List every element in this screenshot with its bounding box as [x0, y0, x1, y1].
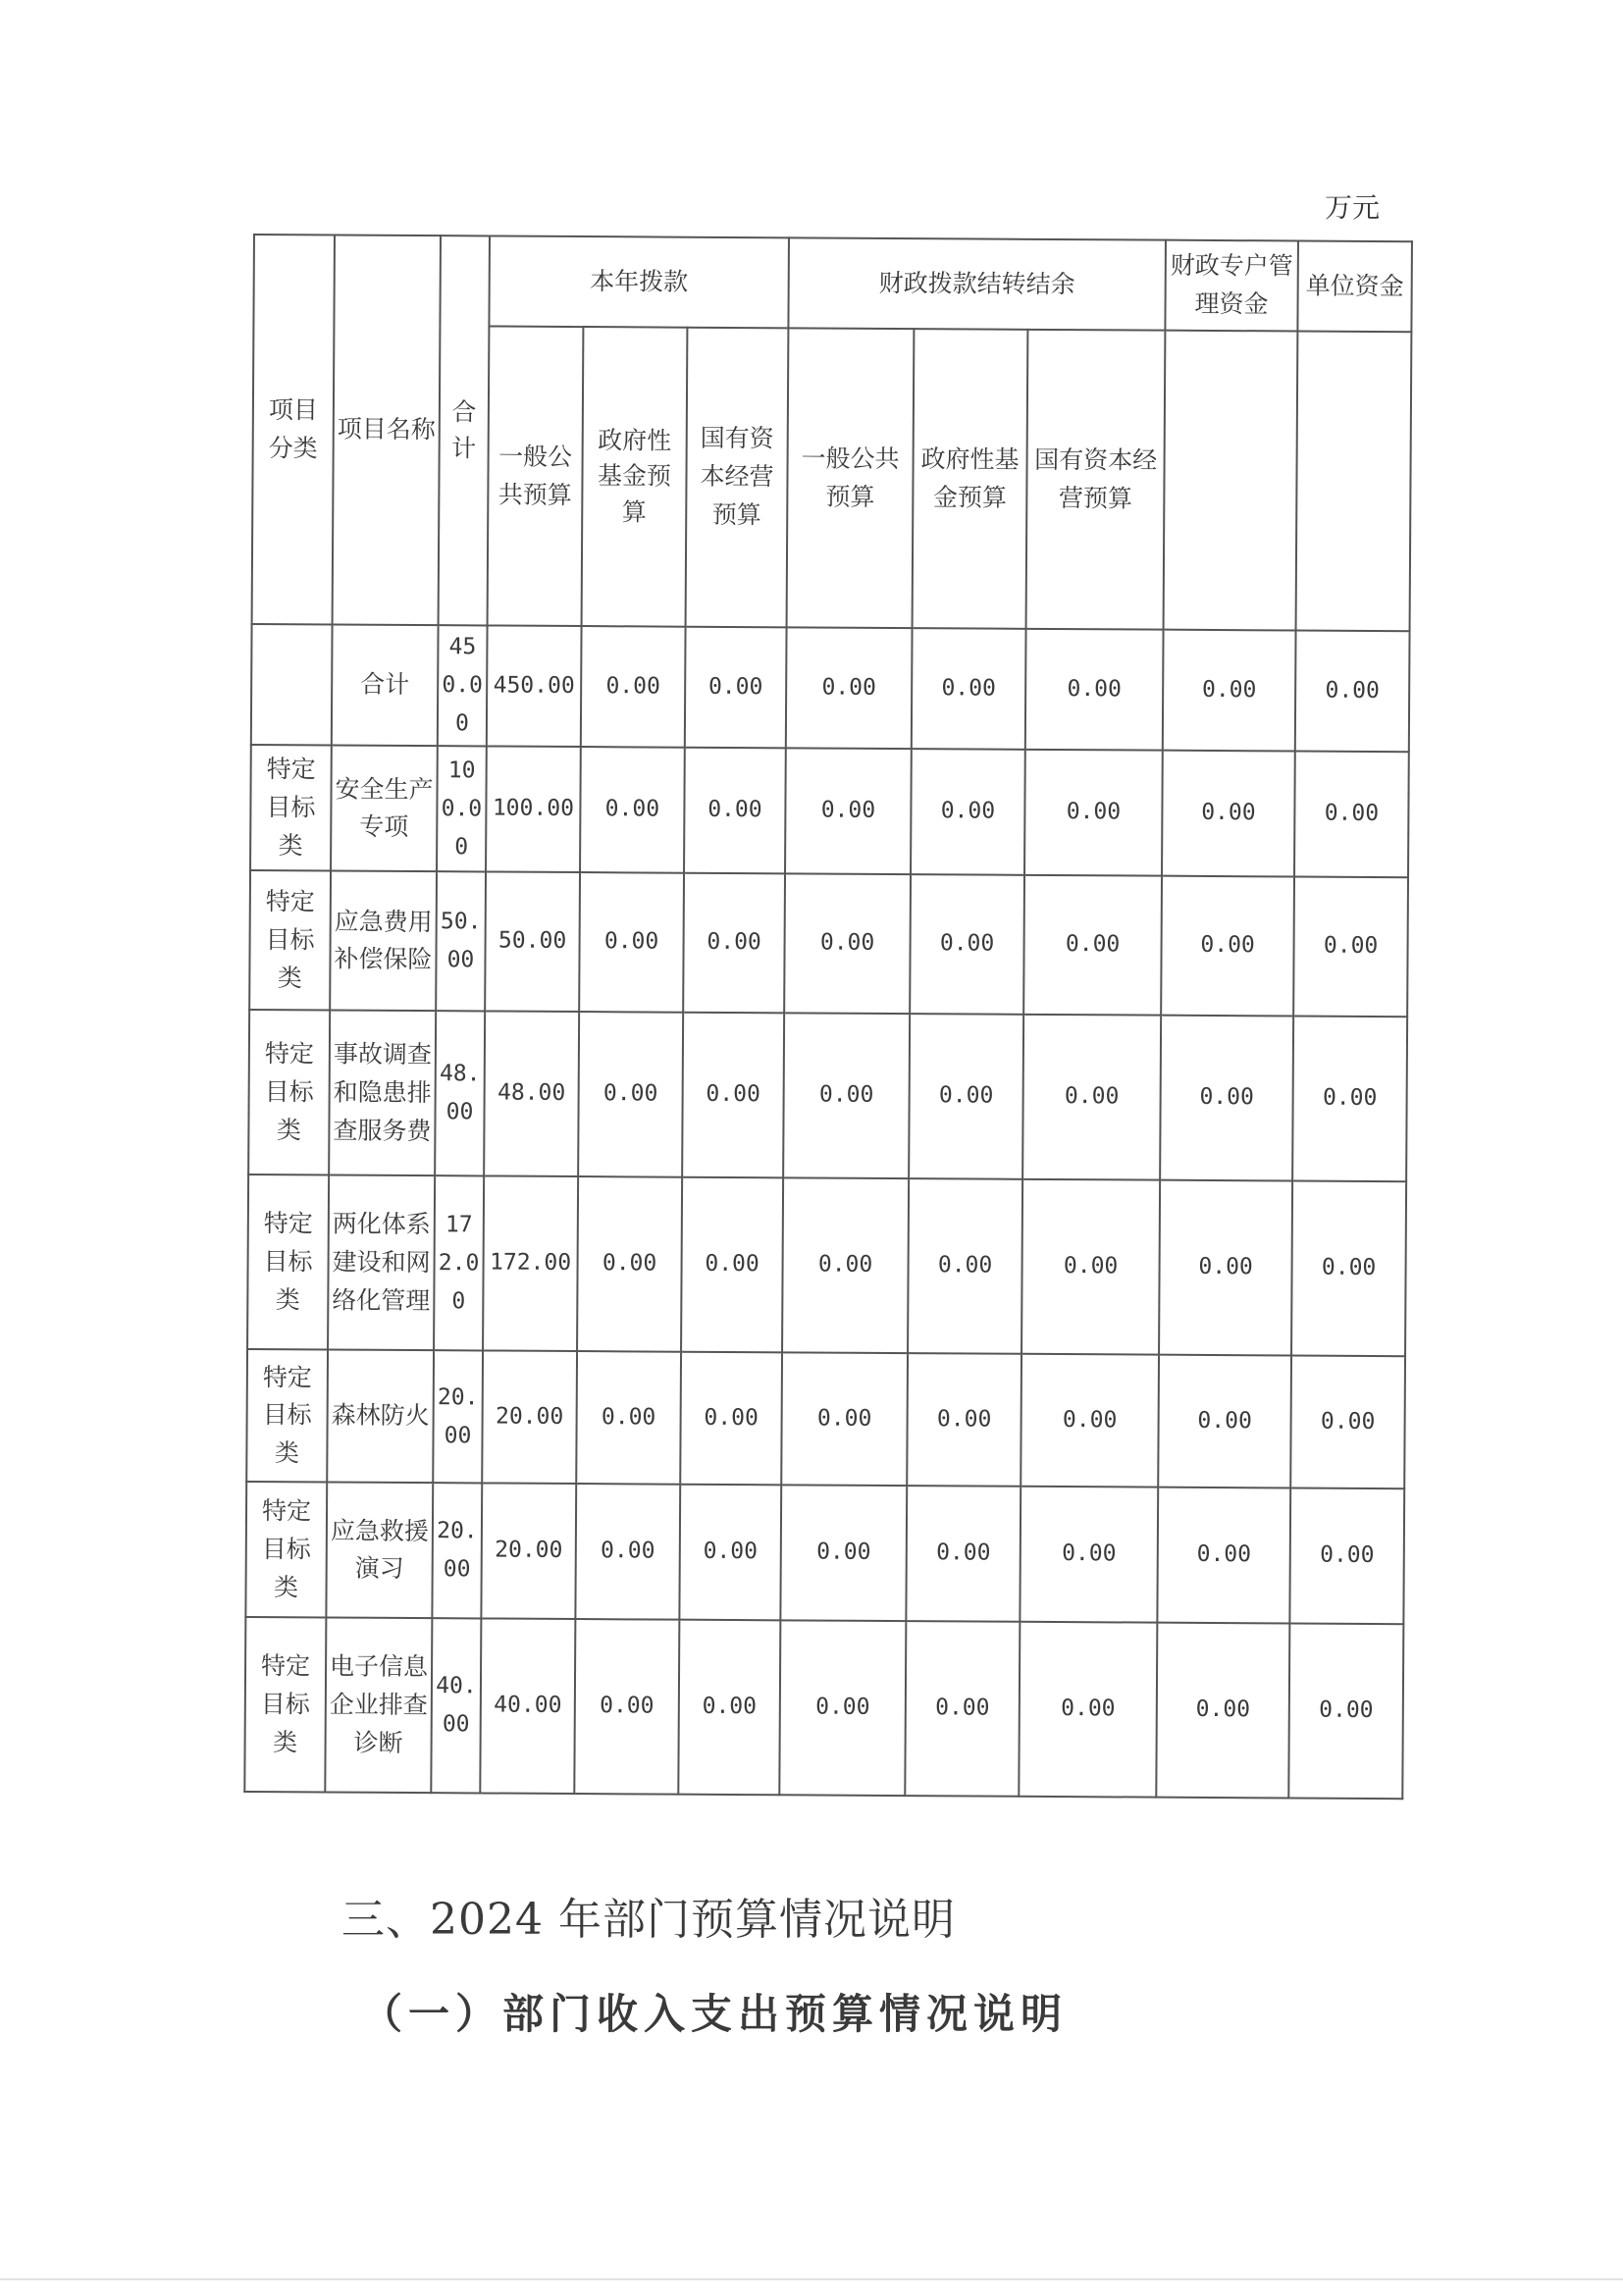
row-name: 应急救援演习	[326, 1483, 433, 1619]
row-value: 0.00	[681, 1177, 783, 1353]
row-total: 172.00	[434, 1175, 484, 1350]
row-value: 0.00	[908, 1178, 1022, 1354]
header-name: 项目名称	[333, 235, 441, 626]
table-row	[246, 1349, 1405, 1488]
header-co-general: 一般公共预算	[787, 328, 915, 628]
row-value: 0.00	[682, 1013, 784, 1178]
row-value: 0.00	[1290, 1356, 1405, 1489]
header-cur-gov-fund: 政府性基金预算	[582, 327, 688, 627]
row-name: 电子信息企业排查诊断	[325, 1618, 432, 1794]
row-total: 20.00	[433, 1350, 483, 1483]
row-value: 0.00	[578, 1012, 683, 1177]
row-value: 0.00	[1293, 877, 1408, 1018]
table-row	[245, 1482, 1404, 1624]
row-value: 0.00	[685, 627, 787, 749]
row-category: 特定目标类	[250, 745, 332, 870]
header-total: 合计	[439, 235, 490, 625]
row-value: 0.00	[575, 1484, 680, 1620]
row-value: 0.00	[1291, 1181, 1406, 1357]
row-value: 0.00	[1156, 1623, 1289, 1799]
row-value: 0.00	[905, 1621, 1020, 1797]
row-value: 50.00	[485, 872, 580, 1013]
row-value: 0.00	[785, 749, 912, 875]
row-total: 40.00	[431, 1618, 481, 1793]
row-value: 0.00	[1163, 630, 1296, 752]
section-heading: 三、2024 年部门预算情况说明	[341, 1895, 956, 1945]
row-value: 0.00	[911, 749, 1025, 875]
row-value: 0.00	[906, 1486, 1021, 1622]
row-name: 事故调查和隐患排查服务费	[329, 1011, 436, 1176]
row-name: 两化体系建设和网络化管理	[328, 1175, 435, 1351]
row-value: 0.00	[1289, 1488, 1404, 1625]
row-name: 应急费用补偿保险	[330, 871, 437, 1012]
row-value: 0.00	[1021, 1179, 1160, 1355]
row-value: 0.00	[678, 1620, 780, 1796]
row-value: 0.00	[786, 627, 913, 749]
header-unit-blank	[1296, 332, 1412, 632]
table-row	[251, 624, 1410, 752]
row-value: 0.00	[1162, 751, 1295, 877]
row-value: 0.00	[909, 1014, 1023, 1179]
header-group-unit: 单位资金	[1297, 241, 1412, 333]
row-name: 安全生产专项	[331, 746, 438, 872]
row-value: 0.00	[684, 748, 786, 874]
header-cur-state-capital: 国有资本经营预算	[686, 328, 789, 628]
row-value: 0.00	[1294, 752, 1409, 878]
row-total: 450.00	[438, 625, 488, 747]
row-value: 100.00	[486, 747, 581, 873]
subsection-heading: （一）部门收入支出预算情况说明	[361, 1990, 1069, 2038]
row-value: 0.00	[910, 874, 1024, 1015]
row-category	[251, 624, 333, 746]
row-value: 0.00	[783, 1014, 910, 1179]
row-value: 450.00	[487, 625, 582, 747]
row-value: 0.00	[912, 628, 1026, 750]
row-value: 0.00	[574, 1619, 679, 1795]
project-budget-table	[243, 234, 1413, 1800]
row-value: 48.00	[484, 1012, 579, 1177]
row-value: 0.00	[1019, 1622, 1157, 1798]
row-value: 0.00	[579, 872, 684, 1013]
row-value: 40.00	[480, 1619, 575, 1795]
row-value: 0.00	[1157, 1487, 1290, 1624]
scan-edge-line	[0, 2278, 1623, 2280]
table-row	[248, 1010, 1407, 1181]
header-co-state-capital: 国有资本经营预算	[1026, 330, 1166, 630]
row-value: 0.00	[1292, 1017, 1407, 1182]
row-value: 0.00	[1020, 1487, 1158, 1623]
header-group-carryover: 财政拨款结转结余	[788, 237, 1166, 330]
row-value: 0.00	[907, 1353, 1021, 1487]
header-category: 项目分类	[252, 235, 335, 624]
row-value: 0.00	[782, 1178, 909, 1354]
table-row	[250, 745, 1409, 877]
header-cur-general: 一般公共预算	[488, 326, 584, 626]
row-value: 0.00	[784, 874, 911, 1015]
header-group-special: 财政专户管理资金	[1165, 240, 1298, 332]
row-name: 森林防火	[327, 1350, 434, 1484]
table-row	[247, 1174, 1406, 1356]
row-value: 20.00	[481, 1484, 576, 1620]
row-total: 48.00	[435, 1011, 485, 1175]
table-row	[244, 1617, 1403, 1799]
row-value: 0.00	[780, 1486, 907, 1622]
row-value: 0.00	[779, 1621, 906, 1797]
row-value: 0.00	[577, 1176, 682, 1352]
header-group-current: 本年拨款	[489, 235, 789, 328]
row-total: 100.00	[437, 746, 487, 871]
row-value: 0.00	[1024, 750, 1163, 876]
row-value: 0.00	[1160, 1016, 1293, 1181]
row-category: 特定目标类	[247, 1174, 329, 1349]
row-category: 特定目标类	[244, 1617, 326, 1792]
row-category: 特定目标类	[245, 1482, 327, 1617]
row-category: 特定目标类	[248, 1010, 330, 1174]
row-value: 0.00	[1158, 1355, 1291, 1488]
row-name: 合计	[332, 624, 439, 746]
row-value: 0.00	[1025, 629, 1164, 751]
row-value: 0.00	[683, 873, 785, 1014]
row-category: 特定目标类	[246, 1349, 328, 1482]
row-value: 0.00	[679, 1485, 781, 1621]
row-value: 0.00	[1021, 1354, 1159, 1487]
row-category: 特定目标类	[249, 870, 331, 1010]
unit-label: 万元	[1325, 191, 1381, 224]
row-value: 0.00	[1288, 1624, 1403, 1800]
row-value: 0.00	[1161, 876, 1294, 1017]
header-special-blank	[1164, 331, 1298, 631]
row-value: 172.00	[483, 1176, 578, 1352]
row-value: 20.00	[482, 1351, 577, 1485]
row-total: 20.00	[432, 1483, 482, 1618]
row-value: 0.00	[1295, 630, 1410, 752]
row-value: 0.00	[1159, 1180, 1292, 1356]
row-value: 0.00	[576, 1351, 681, 1485]
row-total: 50.00	[436, 871, 486, 1011]
row-value: 0.00	[1023, 875, 1162, 1016]
row-value: 0.00	[580, 747, 685, 873]
row-value: 0.00	[680, 1352, 782, 1486]
header-co-gov-fund: 政府性基金预算	[913, 329, 1028, 629]
row-value: 0.00	[781, 1353, 908, 1487]
table-row	[249, 870, 1408, 1017]
row-value: 0.00	[581, 626, 686, 748]
row-value: 0.00	[1022, 1015, 1161, 1180]
